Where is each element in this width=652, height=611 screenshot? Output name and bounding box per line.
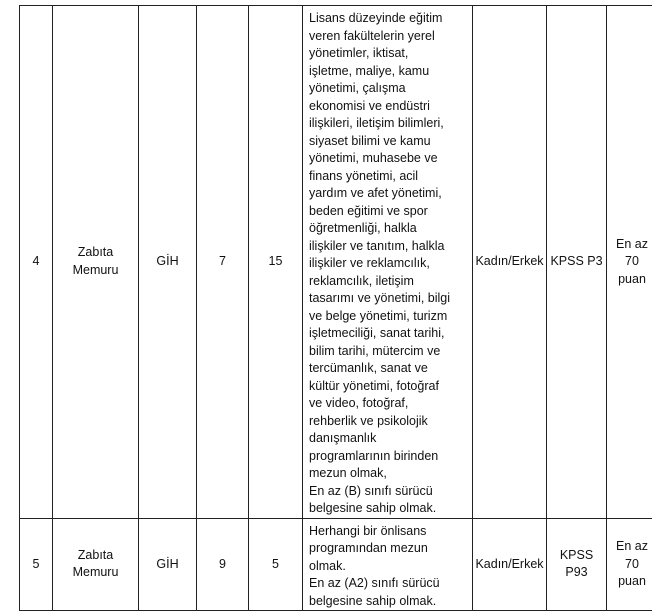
requirement-line: rehberlik ve psikolojik: [309, 413, 468, 431]
requirement-line: beden eğitimi ve spor: [309, 203, 468, 221]
position-title-line: Zabıta: [53, 244, 138, 262]
gender-cell: Kadın/Erkek: [473, 6, 547, 519]
table-row: [20, 518, 652, 611]
kpss-line: KPSS P3: [547, 253, 606, 271]
requirement-line: belgesine sahip olmak.: [309, 500, 468, 518]
requirements-cell: [303, 6, 473, 519]
score-line: En az: [607, 538, 652, 556]
position-title-line: Memuru: [53, 564, 138, 582]
requirement-line: kültür yönetimi, fotoğraf: [309, 378, 468, 396]
count-cell: 15: [249, 6, 303, 519]
score-line: puan: [607, 573, 652, 591]
requirement-line: En az (B) sınıfı sürücü: [309, 483, 468, 501]
requirement-line: işletme, maliye, kamu: [309, 63, 468, 81]
requirement-line: En az (A2) sınıfı sürücü: [309, 575, 468, 593]
requirement-line: mezun olmak,: [309, 465, 468, 483]
requirement-line: öğretmenliği, halkla: [309, 220, 468, 238]
requirement-line: veren fakültelerin yerel: [309, 28, 468, 46]
requirement-line: bilim tarihi, mütercim ve: [309, 343, 468, 361]
score-line: En az: [607, 236, 652, 254]
score-line: 70: [607, 556, 652, 574]
kpss-cell: [547, 6, 607, 519]
requirement-line: tercümanlık, sanat ve: [309, 360, 468, 378]
requirement-line: yardım ve afet yönetimi,: [309, 185, 468, 203]
requirements-cell: [303, 518, 473, 611]
requirement-line: ve video, fotoğraf,: [309, 395, 468, 413]
position-title-line: Zabıta: [53, 547, 138, 565]
requirement-line: yönetimi, muhasebe ve: [309, 150, 468, 168]
requirement-line: ilişkiler ve reklamcılık,: [309, 255, 468, 273]
score-cell: [607, 518, 652, 611]
requirement-line: işletmeciliği, sanat tarihi,: [309, 325, 468, 343]
requirement-line: tasarımı ve yönetimi, bilgi: [309, 290, 468, 308]
requirement-line: programlarının birinden: [309, 448, 468, 466]
gender-cell: Kadın/Erkek: [473, 518, 547, 611]
requirement-line: danışmanlık: [309, 430, 468, 448]
score-line: 70: [607, 253, 652, 271]
positions-table: [19, 5, 652, 611]
requirement-line: ilişkiler ve tanıtım, halkla: [309, 238, 468, 256]
row-number: 5: [20, 518, 53, 611]
requirement-line: Herhangi bir önlisans: [309, 523, 468, 541]
count-cell: 5: [249, 518, 303, 611]
kpss-line: P93: [547, 564, 606, 582]
requirement-line: Lisans düzeyinde eğitim: [309, 10, 468, 28]
requirement-line: ilişkileri, iletişim bilimleri,: [309, 115, 468, 133]
position-title: [53, 6, 139, 519]
requirement-line: yönetimi, çalışma: [309, 80, 468, 98]
table-row: [20, 6, 652, 519]
requirement-line: programından mezun: [309, 540, 468, 558]
row-number: 4: [20, 6, 53, 519]
requirement-line: yönetimler, iktisat,: [309, 45, 468, 63]
class-cell: GİH: [139, 518, 197, 611]
requirement-line: reklamcılık, iletişim: [309, 273, 468, 291]
requirement-line: finans yönetimi, acil: [309, 168, 468, 186]
degree-cell: 9: [197, 518, 249, 611]
requirement-line: olmak.: [309, 558, 468, 576]
requirement-line: ve belge yönetimi, turizm: [309, 308, 468, 326]
requirement-line: siyaset bilimi ve kamu: [309, 133, 468, 151]
class-cell: GİH: [139, 6, 197, 519]
kpss-cell: [547, 518, 607, 611]
position-title-line: Memuru: [53, 262, 138, 280]
score-line: puan: [607, 271, 652, 289]
degree-cell: 7: [197, 6, 249, 519]
position-title: [53, 518, 139, 611]
score-cell: [607, 6, 652, 519]
requirement-line: belgesine sahip olmak.: [309, 593, 468, 611]
kpss-line: KPSS: [547, 547, 606, 565]
requirement-line: ekonomisi ve endüstri: [309, 98, 468, 116]
